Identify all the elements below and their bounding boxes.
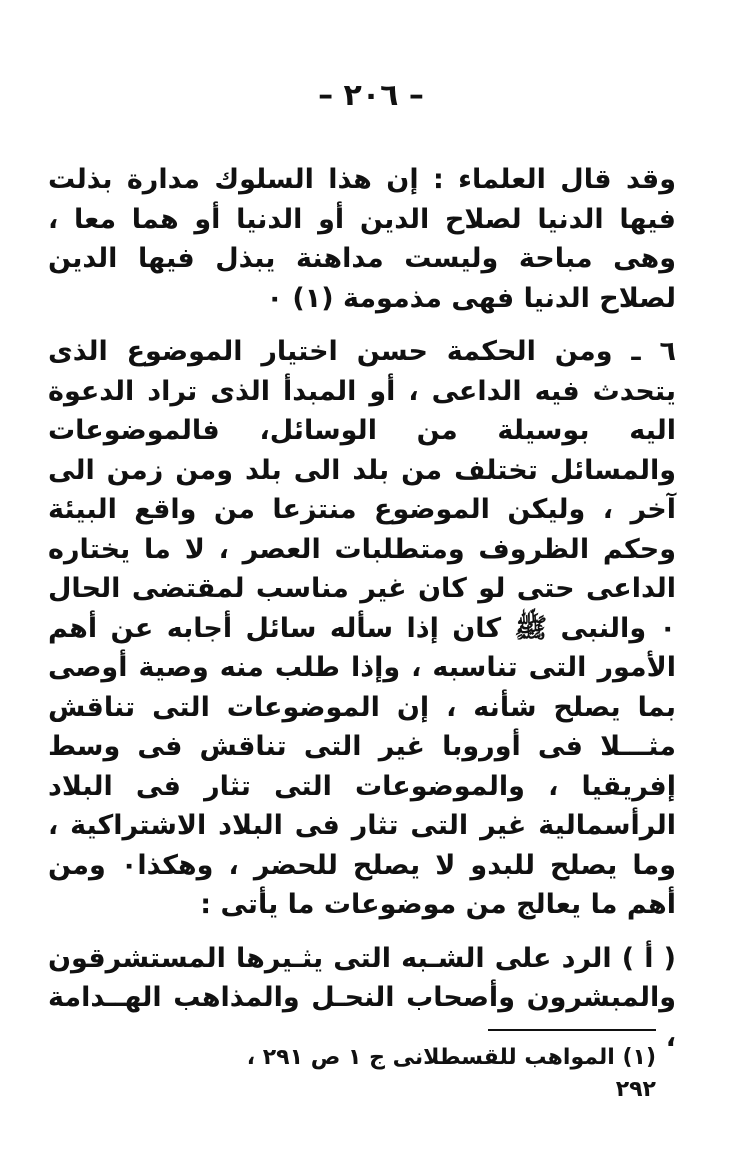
page-number: – ٢٠٦ – xyxy=(318,78,424,113)
paragraph-choosing-topic: ٦ ـ ومن الحكمة حسن اختيار الموضوع الذى يتحدث فيه الداعى ، أو المبدأ الذى تراد الدعوة اليه بوسيلة من الوسائل، فالموضوعات والمسائل تختلف من بلد الى بلد ومن زمن الى آخر ، وليكن الموضوع منتزعا من واقع البيئة وحكم الظروف ومتطلبات العصر ، لا ما يختاره الداعى حتى لو كان غير مناسب لمقتضى الحال ٠ والنبى ﷺ كان إذا سأله سائل أجابه عن أهم الأمور التى تناسبه ، وإذا طلب منه وصية أوصى بما يصلح شأنه ، إن الموضوعات التى تناقش مثـــلا فى أوروبا غير التى تناقش فى وسط إفريقيا ، والموضوعات التى تثار فى البلاد الرأسمالية غير التى تثار فى البلاد الاشتراكية ، وما يصلح للبدو لا يصلح للحضر ، وهكذا٠ ومن أهم ما يعالج من موضوعات ما يأتى : xyxy=(48,336,676,920)
footnote: (١) المواهب للقسطلانى ج ١ ص ٢٩١ ، ٢٩٢ xyxy=(246,1045,656,1102)
footnote-divider xyxy=(488,1029,656,1031)
paragraph-refuting-doubts: ( أ ) الرد على الشـبه التى يثـيرها المستشرقون والمبشرون وأصحاب النحـل والمذاهب الهــدامة ، xyxy=(48,942,676,1053)
main-text xyxy=(48,160,676,1057)
paragraph-scholars-saying: وقد قال العلماء : إن هذا السلوك مدارة بذلت فيها الدنيا لصلاح الدين أو الدنيا أو هما معا ، وهى مباحة وليست مداهنة يبذل فيها الدين لصلاح الدنيا فهى مذمومة (١) ٠ xyxy=(48,164,676,314)
